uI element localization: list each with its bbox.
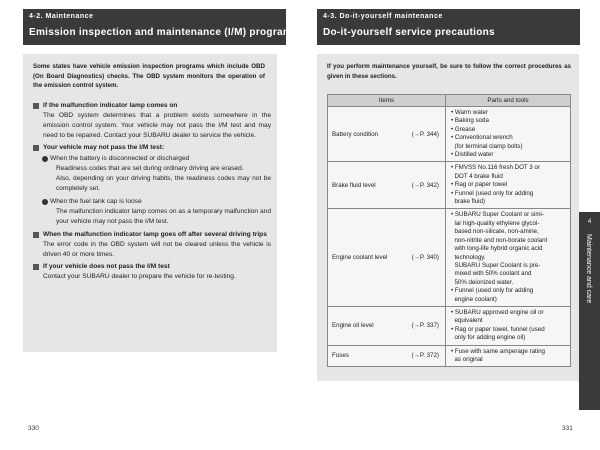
- item-name: Battery condition: [332, 130, 379, 138]
- left-section-label: 4-2. Maintenance: [29, 13, 94, 20]
- readiness-habits-text: Also, depending on your driving habits, the readiness codes may not be completely set.: [56, 175, 271, 192]
- heading-lamp-goes-off: When the malfunction indicator lamp goes off after several driving trips: [33, 230, 271, 240]
- table-header-row: [328, 95, 571, 107]
- left-content-panel: [23, 54, 277, 352]
- item-name: Fuses: [332, 352, 349, 360]
- table-row: [328, 209, 571, 306]
- parts-line: based non-silicate, non-amine,: [451, 228, 539, 236]
- parts-line: brake fluid): [451, 198, 486, 206]
- left-intro: Some states have vehicle emission inspection programs which include OBD (On Board Diagnostics) checks. The OBD system monitors the operation of the emission control system.: [33, 63, 265, 89]
- item-name: Engine coolant level: [332, 254, 388, 262]
- parts-line: • Funnel (used only for adding: [451, 287, 534, 295]
- parts-line: 50% deionized water.: [451, 278, 514, 286]
- parts-line: • Baking soda: [451, 117, 489, 125]
- table-header-items: Items: [328, 95, 446, 107]
- right-page-number: 331: [562, 425, 573, 432]
- table-cell-item: [328, 209, 446, 306]
- left-page-number: 330: [28, 425, 39, 432]
- left-page-title: Emission inspection and maintenance (I/M) programs: [29, 27, 298, 38]
- table-cell-item: [328, 107, 446, 162]
- parts-line: mixed with 50% coolant and: [451, 270, 532, 278]
- parts-line: with long-life hybrid organic acid: [451, 245, 543, 253]
- right-section-label: 4-3. Do-it-yourself maintenance: [323, 13, 443, 20]
- item-page-reference: (→P. 372): [411, 352, 439, 360]
- parts-line: • Fuse with same amperage rating: [451, 347, 545, 355]
- parts-line: • Conventional wrench: [451, 134, 513, 142]
- parts-line: • Rag or paper towel: [451, 181, 508, 189]
- parts-line: • FMVSS No.116 fresh DOT 3 or: [451, 164, 540, 172]
- parts-line: • Funnel (used only for adding: [451, 189, 534, 197]
- table-cell-item: [328, 162, 446, 209]
- parts-tools-table: [327, 94, 571, 367]
- side-tab-label: Maintenance and care: [585, 234, 592, 304]
- readiness-erased-text: Readiness codes that are set during ordinary driving are erased.: [56, 165, 244, 172]
- side-tab: [579, 212, 600, 410]
- paragraph-does-not-pass: Contact your SUBARU dealer to prepare the vehicle for re-testing.: [43, 273, 236, 280]
- parts-line: SUBARU Super Coolant is pre-: [451, 261, 541, 269]
- parts-line: DOT 4 brake fluid: [451, 172, 503, 180]
- parts-line: • Warm water: [451, 109, 489, 116]
- parts-line: • SUBARU approved engine oil or: [451, 308, 544, 316]
- table-row: [328, 306, 571, 345]
- table-cell-parts: [446, 209, 571, 306]
- parts-line: equivalent: [451, 317, 483, 325]
- right-intro: If you perform maintenance yourself, be sure to follow the correct procedures as given in these sections.: [327, 63, 571, 80]
- side-tab-number: 4: [587, 219, 592, 225]
- paragraph-malfunction-lamp-on: The OBD system determines that a problem exists somewhere in the emission control system. Your vehicle may not pass the I/M test and may need to be repaired. Contact your SUBARU dealer to service the vehicle.: [43, 112, 271, 139]
- heading-may-not-pass: Your vehicle may not pass the I/M test:: [33, 143, 271, 153]
- table-row: [328, 345, 571, 367]
- item-name: Engine oil level: [332, 322, 374, 330]
- right-header: [317, 9, 580, 45]
- item-page-reference: (→P. 344): [411, 130, 439, 138]
- paragraph-fuel-cap: The malfunction indicator lamp comes on as a temporary malfunction and your vehicle may not pass the I/M test.: [56, 208, 271, 225]
- table-header-parts: Parts and tools: [446, 95, 571, 107]
- table-cell-parts: [446, 306, 571, 345]
- parts-line: (for terminal clamp bolts): [451, 142, 523, 150]
- bullet-fuel-cap-text: When the fuel tank cap is loose: [50, 198, 142, 205]
- bullet-battery: [33, 154, 271, 164]
- item-page-reference: (→P. 340): [411, 254, 439, 262]
- table-cell-item: [328, 345, 446, 367]
- parts-line: • Grease: [451, 125, 476, 133]
- table-cell-parts: [446, 162, 571, 209]
- paragraph-readiness-erased: [33, 164, 271, 194]
- heading-does-not-pass: If your vehicle does not pass the I/M test: [33, 262, 271, 272]
- item-page-reference: (→P. 342): [411, 181, 439, 189]
- bullet-dot-icon: [42, 156, 48, 162]
- right-content-panel: [317, 54, 579, 381]
- item-page-reference: (→P. 337): [411, 322, 439, 330]
- parts-line: lar high-quality ethylene glycol-: [451, 219, 540, 227]
- heading-malfunction-lamp-on: If the malfunction indicator lamp comes on: [33, 101, 271, 111]
- table-row: [328, 162, 571, 209]
- table-cell-parts: [446, 345, 571, 367]
- right-page: [300, 0, 600, 450]
- left-body: [33, 99, 271, 284]
- parts-line: • SUBARU Super Coolant or simi-: [451, 211, 544, 219]
- parts-line: technology.: [451, 253, 486, 261]
- parts-line: as original: [451, 355, 483, 363]
- parts-line: • Rag or paper towel, funnel (used: [451, 325, 545, 333]
- table-cell-parts: [446, 107, 571, 162]
- parts-line: non-nitrite and non-borate coolant: [451, 236, 548, 244]
- parts-line: engine coolant): [451, 295, 497, 303]
- paragraph-lamp-goes-off: The error code in the OBD system will not be cleared unless the vehicle is driven 40 or more times.: [43, 241, 271, 258]
- left-header: [23, 9, 298, 45]
- parts-line: • Distilled water: [451, 151, 494, 159]
- right-page-title: Do-it-yourself service precautions: [323, 27, 495, 38]
- bullet-dot-icon: [42, 199, 48, 205]
- item-name: Brake fluid level: [332, 181, 376, 189]
- table-cell-item: [328, 306, 446, 345]
- table-row: [328, 107, 571, 162]
- bullet-battery-text: When the battery is disconnected or discharged: [50, 155, 190, 162]
- bullet-fuel-cap: [33, 197, 271, 207]
- parts-line: only for adding engine oil): [451, 334, 526, 342]
